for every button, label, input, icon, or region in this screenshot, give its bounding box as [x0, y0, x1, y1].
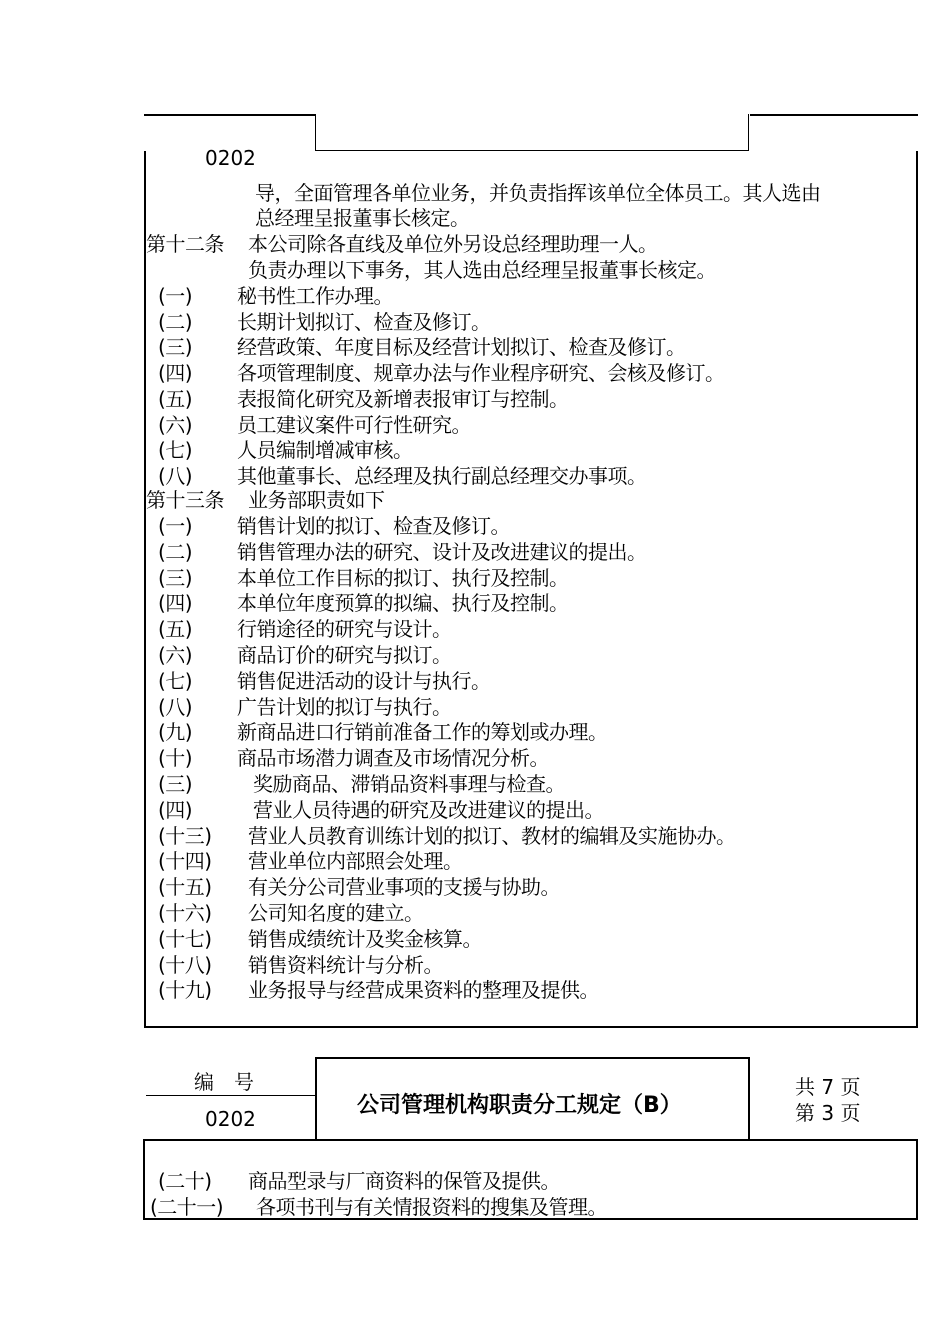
item-number: (十九)	[158, 978, 212, 1003]
item-number: (十七)	[158, 926, 212, 951]
item-text: 有关分公司营业事项的支援与协助。	[248, 875, 560, 900]
continuation-line-1: 导，全面管理各单位业务，并负责指挥该单位全体员工。其人选由	[255, 181, 821, 205]
article-12-head: 第十二条	[146, 232, 224, 256]
item-number: (八)	[158, 463, 193, 488]
item-text: 本单位年度预算的拟编、执行及控制。	[237, 591, 569, 616]
item-number: (四)	[158, 591, 193, 616]
item-number: (一)	[158, 514, 193, 538]
item-text: 表报简化研究及新增表报审订与控制。	[237, 386, 569, 411]
page-number: 第 3 页	[795, 1101, 861, 1125]
item-text: 行销途径的研究与设计。	[237, 617, 452, 642]
article-12-text2: 负责办理以下事务，其人选由总经理呈报董事长核定。	[248, 258, 716, 282]
item-text: 销售管理办法的研究、设计及改进建议的提出。	[237, 539, 647, 564]
item-number: (十)	[158, 746, 193, 771]
item-number: (二)	[158, 539, 193, 564]
total-pages: 共 7 页	[795, 1075, 861, 1099]
item-number: (二)	[158, 309, 193, 334]
document-title: 公司管理机构职责分工规定（B）	[357, 1093, 682, 1118]
item-number: (七)	[158, 668, 193, 693]
item-number: (八)	[158, 694, 193, 719]
item-number: (六)	[158, 412, 193, 437]
item-text: 商品订价的研究与拟订。	[237, 643, 452, 667]
item-text: 其他董事长、总经理及执行副总经理交办事项。	[237, 463, 647, 488]
continuation-line-2: 总经理呈报董事长核定。	[255, 206, 470, 230]
article-13-head: 第十三条	[146, 488, 224, 512]
item-number: (七)	[158, 438, 193, 463]
code-label: 编 号	[194, 1070, 254, 1094]
item-text: 奖励商品、滞销品资料事理与检查。	[253, 772, 565, 796]
item-number: (二十)	[158, 1169, 212, 1193]
item-text: 广告计划的拟订与执行。	[237, 694, 452, 719]
item-text: 经营政策、年度目标及经营计划拟订、检查及修订。	[237, 335, 686, 360]
item-number: (六)	[158, 643, 193, 667]
item-text: 业务报导与经营成果资料的整理及提供。	[248, 978, 599, 1003]
item-number: (二十一)	[150, 1195, 224, 1219]
item-text: 销售资料统计与分析。	[248, 952, 443, 977]
page1-title-box	[315, 114, 749, 151]
item-text: 销售促进活动的设计与执行。	[237, 668, 491, 693]
page2-code: 0202	[205, 1107, 256, 1131]
item-text: 营业人员待遇的研究及改进建议的提出。	[253, 797, 604, 822]
item-number: (五)	[158, 386, 193, 411]
item-number: (九)	[158, 720, 193, 745]
page1-code: 0202	[205, 146, 256, 170]
item-text: 新商品进口行销前准备工作的筹划或办理。	[237, 720, 608, 745]
item-text: 秘书性工作办理。	[237, 284, 393, 308]
item-number: (十五)	[158, 875, 212, 900]
item-text: 人员编制增减审核。	[237, 438, 413, 463]
item-number: (四)	[158, 797, 193, 822]
item-text: 营业人员教育训练计划的拟订、教材的编辑及实施协办。	[248, 823, 736, 848]
item-text: 营业单位内部照会处理。	[248, 849, 463, 874]
item-text: 商品型录与厂商资料的保管及提供。	[248, 1169, 560, 1193]
item-text: 长期计划拟订、检查及修订。	[237, 309, 491, 334]
item-number: (三)	[158, 335, 193, 360]
item-text: 各项管理制度、规章办法与作业程序研究、会核及修订。	[237, 361, 725, 386]
item-number: (一)	[158, 284, 193, 308]
item-number: (十六)	[158, 901, 212, 925]
article-12-text: 本公司除各直线及单位外另设总经理助理一人。	[248, 232, 658, 256]
item-text: 公司知名度的建立。	[248, 901, 424, 925]
item-number: (三)	[158, 772, 193, 796]
item-text: 销售成绩统计及奖金核算。	[248, 926, 482, 951]
article-13-text: 业务部职责如下	[248, 488, 385, 512]
item-text: 销售计划的拟订、检查及修订。	[237, 514, 510, 538]
item-number: (十四)	[158, 849, 212, 874]
item-number: (十三)	[158, 823, 212, 848]
item-number: (十八)	[158, 952, 212, 977]
item-text: 员工建议案件可行性研究。	[237, 412, 471, 437]
item-text: 商品市场潜力调查及市场情况分析。	[237, 746, 549, 771]
item-number: (四)	[158, 361, 193, 386]
item-number: (五)	[158, 617, 193, 642]
item-text: 各项书刊与有关情报资料的搜集及管理。	[256, 1195, 607, 1219]
item-number: (三)	[158, 565, 193, 590]
item-text: 本单位工作目标的拟订、执行及控制。	[237, 565, 569, 590]
